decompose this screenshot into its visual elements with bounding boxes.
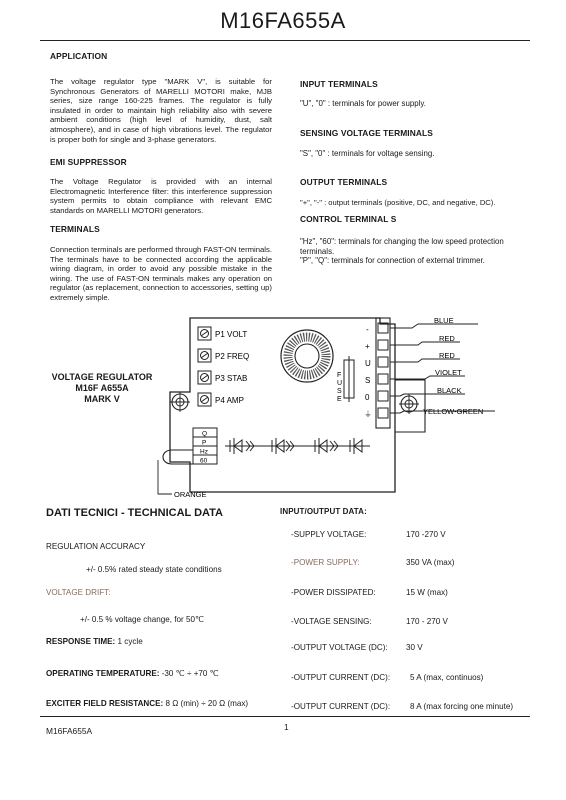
left-mounting-hole-icon (170, 392, 190, 412)
regulation-accuracy-value: +/- 0.5% rated steady state conditions (86, 565, 222, 574)
wire-color-red-1: RED (439, 334, 455, 343)
regulation-accuracy-label: REGULATION ACCURACY (46, 542, 146, 551)
terminal-sign-plus: + (365, 342, 370, 351)
terminal-sign-minus: - (366, 325, 369, 334)
operating-temperature-value: -30 ℃ ÷ +70 ℃ (161, 669, 219, 678)
io-value-power-supply: 350 VA (max) (406, 558, 455, 567)
input-terminals-heading: INPUT TERMINALS (300, 79, 378, 89)
diode-bridge-icon (225, 438, 370, 454)
toroidal-transformer-icon (281, 330, 333, 382)
control-terminals-heading: CONTROL TERMINAL S (300, 214, 397, 224)
io-value-voltage-sensing: 170 - 270 V (406, 617, 448, 626)
title-rule (40, 40, 530, 41)
terminals-text: Connection terminals are performed through FAST-ON terminals. The terminals have to be connected according the applicable wiring diagram, in order to avoid any possible mistake in the wiring. The use of FAST-ON terminals makes any operation on regulator (as replacement, connection to accessories, setting up) extremely simple. (50, 245, 272, 302)
control-terminal-p: P (202, 439, 207, 447)
io-label-output-current-cont: -OUTPUT CURRENT (DC): (291, 673, 391, 682)
wiring-diagram (150, 310, 530, 505)
footer-code: M16FA655A (46, 726, 93, 736)
io-data-heading: INPUT/OUTPUT DATA: (280, 507, 367, 516)
pot-label-p3: P3 STAB (215, 374, 248, 383)
control-terminal-60: 60 (200, 457, 208, 465)
input-terminals-text: "U", "0" : terminals for power supply. (300, 99, 426, 108)
terminal-sign-ground: ⏚ (364, 410, 372, 419)
emi-heading: EMI SUPPRESSOR (50, 157, 127, 167)
tech-data-heading: DATI TECNICI - TECHNICAL DATA (46, 507, 224, 519)
exciter-resistance-row (46, 699, 248, 708)
control-terminals-hz-text: "Hz", "60": terminals for changing the low speed protection terminals. (300, 237, 504, 256)
terminal-sign-u: U (365, 359, 371, 368)
orange-label: ORANGE (174, 490, 207, 499)
regulator-label-line1: VOLTAGE REGULATOR (51, 372, 153, 382)
io-label-power-dissipated: -POWER DISSIPATED: (291, 588, 376, 597)
potentiometer-p3-icon (198, 371, 211, 384)
potentiometer-p4-icon (198, 393, 211, 406)
fuse-letter-u: U (337, 380, 343, 387)
application-heading: APPLICATION (50, 51, 108, 61)
footer-page-number: 1 (284, 722, 289, 732)
response-time-label: RESPONSE TIME: (46, 637, 116, 646)
exciter-resistance-label: EXCITER FIELD RESISTANCE: (46, 699, 164, 708)
terminal-sign-zero: 0 (365, 393, 370, 402)
footer-rule (40, 716, 530, 717)
control-terminal-hz: Hz (200, 448, 208, 456)
pot-label-p4: P4 AMP (215, 396, 244, 405)
sensing-terminals-text: "S", "0" : terminals for voltage sensing. (300, 149, 435, 158)
response-time-row (46, 637, 143, 646)
response-time-value: 1 cycle (117, 637, 143, 646)
operating-temperature-label: OPERATING TEMPERATURE: (46, 669, 160, 678)
regulator-enclosure (170, 318, 395, 492)
voltage-drift-value: +/- 0.5 % voltage change, for 50℃ (80, 615, 205, 624)
io-value-power-dissipated: 15 W (max) (406, 588, 448, 597)
regulator-label (42, 372, 162, 405)
output-terminals-heading: OUTPUT TERMINALS (300, 177, 388, 187)
io-label-voltage-sensing: -VOLTAGE SENSING: (291, 617, 372, 626)
control-terminals-pq-text: "P", "Q": terminals for connection of external trimmer. (300, 256, 485, 265)
emi-text: The Voltage Regulator is provided with an internal Electromagnetic Interference filter: this interference suppression system permits to obtain compliance with relevant EMC standards on MARELLI MOTORI generators. (50, 177, 272, 215)
io-label-output-current-forcing: -OUTPUT CURRENT (DC): (291, 702, 391, 711)
application-text: The voltage regulator type "MARK V", is suitable for Synchronous Generators of MARELLI MOTORI make, MJB series, size range 160-225 frames. The regulator is fully insulated in order to maintain high reliability also with severe ambient conditions (high level of humidity, dust, salt atmosphere), and in case of high vibrations level. The regulator is proper both for single and 3-phase generators. (50, 77, 272, 144)
voltage-drift-label: VOLTAGE DRIFT: (46, 588, 111, 597)
pot-label-p1: P1 VOLT (215, 330, 248, 339)
sensing-terminals-heading: SENSING VOLTAGE TERMINALS (300, 128, 433, 138)
terminals-heading: TERMINALS (50, 224, 100, 234)
fuse-letter-f: F (337, 372, 342, 379)
potentiometer-p2-icon (198, 349, 211, 362)
exciter-resistance-value: 8 Ω (min) ÷ 20 Ω (max) (165, 699, 249, 708)
io-value-output-current-cont: 5 A (max, continuos) (410, 673, 484, 682)
wire-color-yellow-green: YELLOW-GREEN (423, 407, 484, 416)
page-title: M16FA655A (220, 8, 346, 33)
right-mounting-tab (395, 380, 425, 432)
wire-color-violet: VIOLET (435, 368, 462, 377)
wire-color-red-2: RED (439, 351, 455, 360)
regulator-label-line3: MARK V (84, 394, 120, 404)
fuse-icon (344, 356, 354, 402)
io-value-supply-voltage: 170 -270 V (406, 530, 446, 539)
fuse-letter-s: S (337, 388, 342, 395)
wire-color-black: BLACK (437, 386, 462, 395)
wire-color-blue: BLUE (434, 316, 454, 325)
control-terminal-q: Q (202, 430, 208, 438)
io-label-supply-voltage: -SUPPLY VOLTAGE: (291, 530, 367, 539)
io-value-output-voltage: 30 V (406, 643, 423, 652)
io-label-output-voltage: -OUTPUT VOLTAGE (DC): (291, 643, 388, 652)
pot-label-p2: P2 FREQ (215, 352, 250, 361)
potentiometer-p1-icon (198, 327, 211, 340)
output-terminals-text: "+", "-" : output terminals (positive, DC, and negative, DC). (300, 198, 496, 207)
operating-temperature-row (46, 668, 219, 678)
io-value-output-current-forcing: 8 A (max forcing one minute) (410, 702, 514, 711)
fuse-letter-e: E (337, 396, 342, 403)
terminal-sign-s: S (365, 376, 371, 385)
regulator-label-line2: M16F A655A (75, 383, 129, 393)
io-label-power-supply: -POWER SUPPLY: (291, 558, 360, 567)
